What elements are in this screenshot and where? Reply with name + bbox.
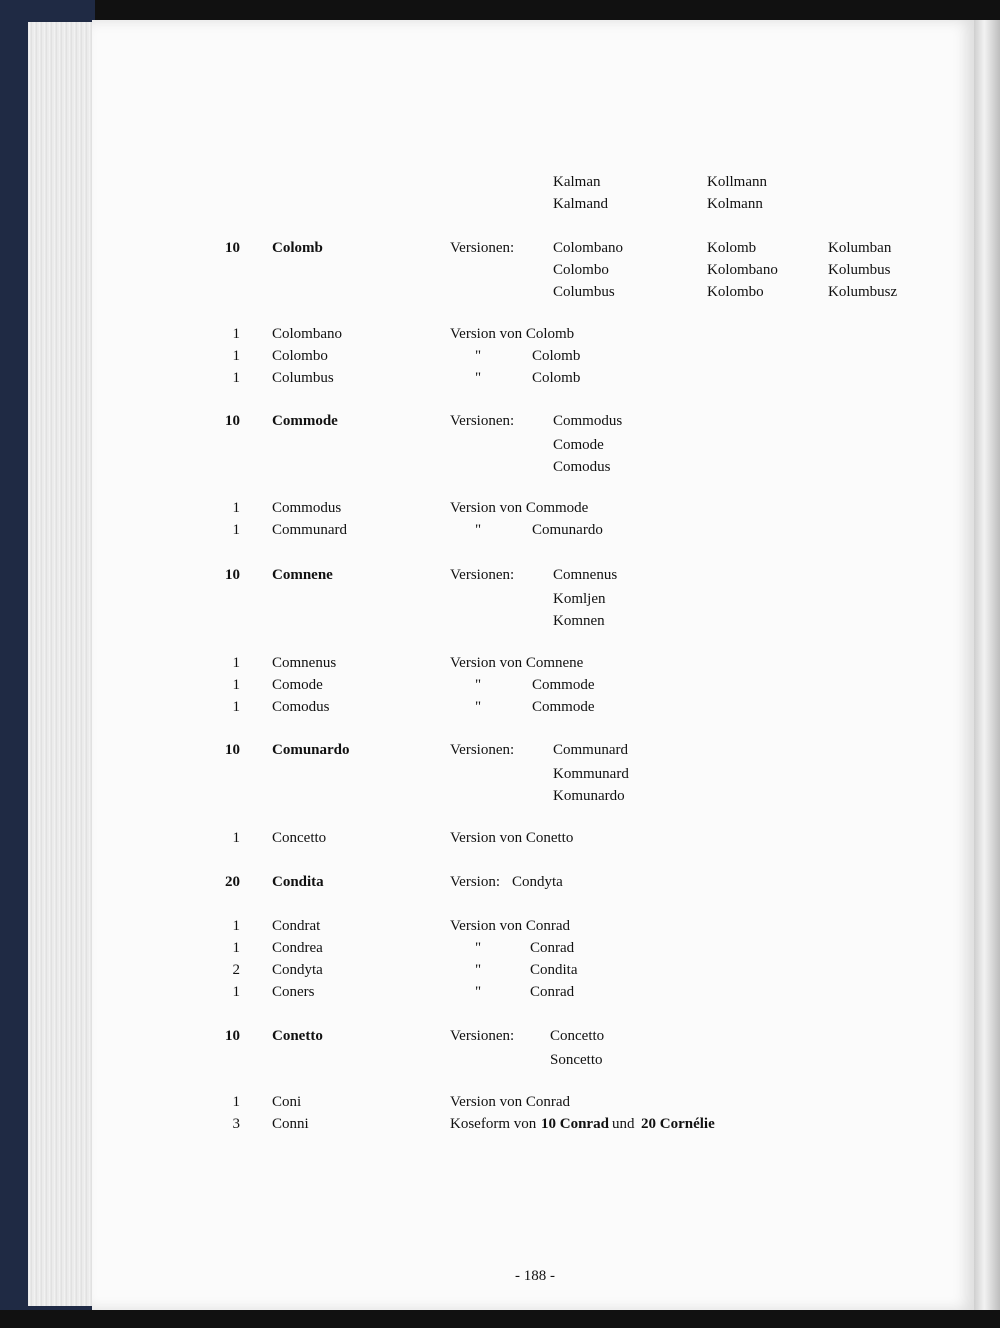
entry-text: Komunardo <box>553 788 625 804</box>
entry-count: 10 <box>225 240 240 256</box>
entry-text: Commode <box>532 699 595 715</box>
entry-count: 1 <box>232 699 240 715</box>
entry-text: Communard <box>272 522 347 538</box>
entry-text: Concetto <box>272 830 327 846</box>
page-number: - 188 - <box>515 1268 555 1284</box>
entry-text: Condyta <box>512 874 563 890</box>
entry-text: Kolmann <box>707 196 763 212</box>
entry-count: 1 <box>232 984 240 1000</box>
entry-text: Versionen: <box>450 413 515 429</box>
entry-text: Condrea <box>272 940 323 956</box>
entry-text: Comnenus <box>553 567 618 583</box>
scan-bottom-border <box>0 1310 1000 1328</box>
entry-text: und <box>612 1116 635 1132</box>
entry-text: Condita <box>272 874 324 890</box>
entry-count: 1 <box>232 1094 240 1110</box>
entry-count: 10 <box>225 567 240 583</box>
entry-text: Versionen: <box>450 567 515 583</box>
entry-text: Condita <box>530 962 578 978</box>
entry-count: 2 <box>232 962 240 978</box>
entry-text: Conetto <box>272 1028 323 1044</box>
entry-text: " <box>475 677 482 693</box>
entry-text: Soncetto <box>550 1052 603 1068</box>
entry-text: Kollmann <box>707 174 767 190</box>
entry-text: Kolumbus <box>828 262 891 278</box>
entry-text: Colombo <box>553 262 609 278</box>
entry-text: " <box>475 940 482 956</box>
entry-text: Colomb <box>532 348 581 364</box>
entry-text: Kalmand <box>553 196 608 212</box>
entry-text: Comode <box>553 437 604 453</box>
scan-top-border <box>0 0 1000 20</box>
entry-text: Commodus <box>553 413 623 429</box>
entry-count: 10 <box>225 413 240 429</box>
entry-text: Komljen <box>553 591 606 607</box>
entry-text: Comnene <box>272 567 333 583</box>
entry-text: Kolumbusz <box>828 284 898 300</box>
entry-text: Version von Commode <box>450 500 589 516</box>
entry-text: Kommunard <box>553 766 629 782</box>
entry-count: 10 <box>225 1028 240 1044</box>
entry-text: Comode <box>272 677 323 693</box>
entry-count: 1 <box>232 677 240 693</box>
entry-text: " <box>475 962 482 978</box>
entry-text: Commodus <box>272 500 342 516</box>
entry-text: " <box>475 522 482 538</box>
entry-text: Commode <box>532 677 595 693</box>
entry-text: Version: <box>450 874 500 890</box>
entry-text: Colombano <box>272 326 342 342</box>
book-spine <box>974 20 1000 1328</box>
entry-text: Versionen: <box>450 240 515 256</box>
entry-text: Kalman <box>553 174 601 190</box>
entry-text: Condrat <box>272 918 321 934</box>
entry-count: 1 <box>232 830 240 846</box>
entry-text: Conrad <box>530 984 575 1000</box>
entry-text: Colombo <box>272 348 328 364</box>
entry-text: Komnen <box>553 613 605 629</box>
entry-text: " <box>475 699 482 715</box>
entry-text: 10 Conrad <box>541 1116 609 1132</box>
entry-text: Condyta <box>272 962 323 978</box>
entry-text: Version von Colomb <box>450 326 575 342</box>
entry-text: Columbus <box>272 370 334 386</box>
entry-text: Kolomb <box>707 240 757 256</box>
entry-text: Kolumban <box>828 240 892 256</box>
entry-text: Coners <box>272 984 315 1000</box>
entry-text: Colombano <box>553 240 623 256</box>
entry-text: Comodus <box>553 459 611 475</box>
entry-text: Version von Comnene <box>450 655 584 671</box>
entry-text: Version von Conetto <box>450 830 574 846</box>
entry-text: Coni <box>272 1094 302 1110</box>
entry-count: 3 <box>232 1116 240 1132</box>
entry-text: " <box>475 370 482 386</box>
entry-count: 1 <box>232 326 240 342</box>
entry-text: " <box>475 348 482 364</box>
entry-text: Columbus <box>553 284 615 300</box>
entry-text: Kolombano <box>707 262 778 278</box>
entry-text: " <box>475 984 482 1000</box>
entry-text: Colomb <box>272 240 323 256</box>
entry-text: Colomb <box>532 370 581 386</box>
entry-text: Versionen: <box>450 1028 515 1044</box>
entry-text: Conni <box>272 1116 309 1132</box>
entry-text: Version von Conrad <box>450 918 570 934</box>
entry-text: Commode <box>272 413 338 429</box>
entry-text: Comnenus <box>272 655 337 671</box>
entry-text: Comodus <box>272 699 330 715</box>
entry-count: 1 <box>232 940 240 956</box>
entry-text: Communard <box>553 742 628 758</box>
entry-count: 1 <box>232 370 240 386</box>
entry-text: Concetto <box>550 1028 605 1044</box>
entry-count: 1 <box>232 655 240 671</box>
page-stack-edge <box>28 22 98 1306</box>
entry-text: Koseform von <box>450 1116 537 1132</box>
entry-text: Kolombo <box>707 284 764 300</box>
entry-text: 20 Cornélie <box>641 1116 715 1132</box>
entry-count: 1 <box>232 500 240 516</box>
entry-text: Conrad <box>530 940 575 956</box>
entry-count: 1 <box>232 348 240 364</box>
entry-count: 1 <box>232 918 240 934</box>
entry-text: Comunardo <box>272 742 350 758</box>
entry-text: Version von Conrad <box>450 1094 570 1110</box>
entry-count: 20 <box>225 874 240 890</box>
entry-text: Versionen: <box>450 742 515 758</box>
entry-text: Comunardo <box>532 522 603 538</box>
entry-count: 1 <box>232 522 240 538</box>
entry-count: 10 <box>225 742 240 758</box>
